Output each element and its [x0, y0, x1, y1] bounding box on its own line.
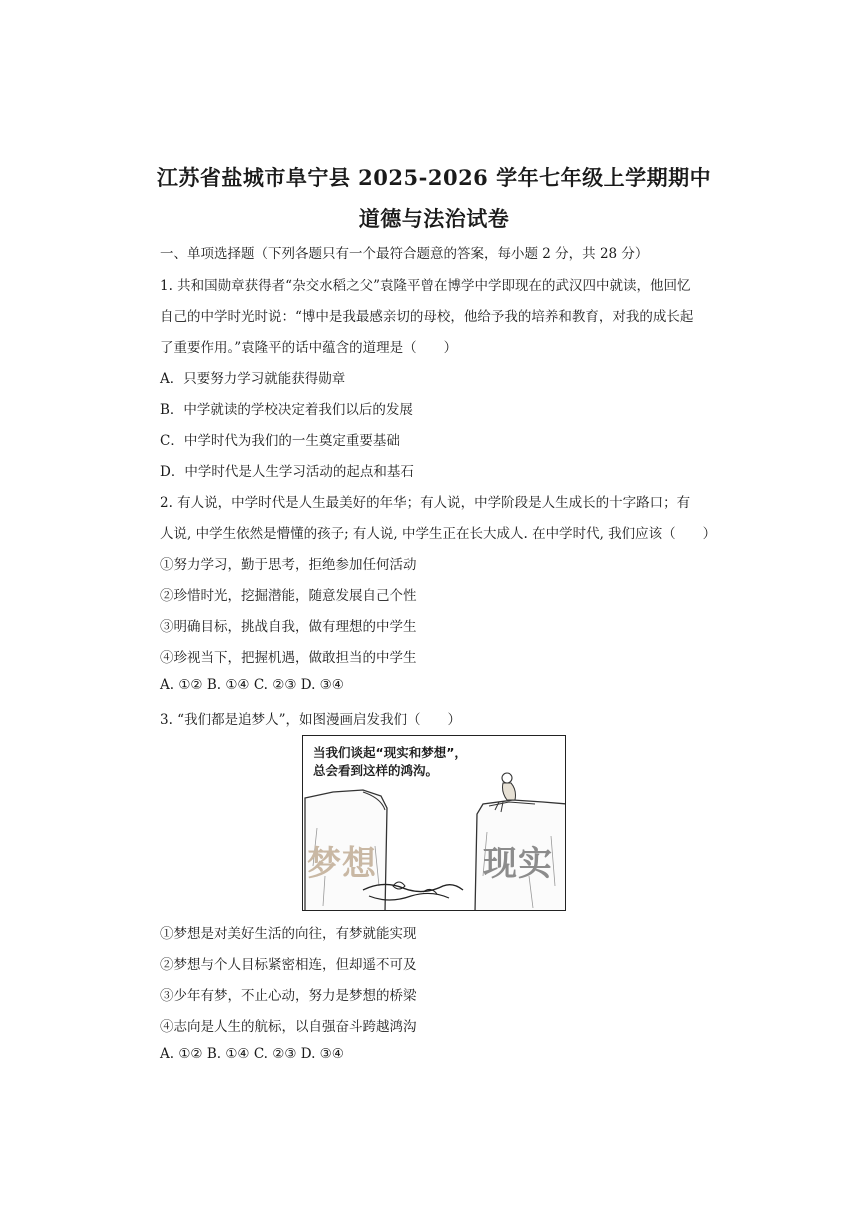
exam-title-line1: 江苏省盐城市阜宁县 2025-2026 学年七年级上学期期中: [156, 165, 712, 190]
comic-label-dream: 梦想: [307, 844, 377, 884]
q1-stem-line1: 1. 共和国勋章获得者“杂交水稻之父”袁隆平曾在博学中学即现在的武汉四中就读，他回忆: [160, 278, 691, 294]
q3-statement-3: ③少年有梦，不止心动，努力是梦想的桥梁: [160, 988, 417, 1004]
q3-stem: 3. “我们都是追梦人”，如图漫画启发我们（ ）: [160, 712, 461, 728]
comic-caption: [313, 744, 467, 780]
q2-statement-2: ②珍惜时光，挖掘潜能，随意发展自己个性: [160, 588, 417, 604]
q2-answer-choices: A. ①② B. ①④ C. ②③ D. ③④: [160, 677, 344, 693]
q1-stem-line3: 了重要作用。”袁隆平的话中蕴含的道理是（ ）: [160, 340, 458, 356]
q2-statement-4: ④珍视当下，把握机遇，做敢担当的中学生: [160, 650, 417, 666]
q1-stem-line2: 自己的中学时光时说：“博中是我最感亲切的母校，他给予我的培养和教育，对我的成长起: [160, 309, 694, 325]
q1-option-b: B．中学就读的学校决定着我们以后的发展: [160, 402, 413, 418]
q1-option-d: D．中学时代是人生学习活动的起点和基石: [160, 464, 414, 480]
q1-option-c: C．中学时代为我们的一生奠定重要基础: [160, 433, 400, 449]
q2-statement-3: ③明确目标，挑战自我，做有理想的中学生: [160, 619, 417, 635]
q2-statement-1: ①努力学习，勤于思考，拒绝参加任何活动: [160, 557, 417, 573]
comic-caption-line2: 总会看到这样的鸿沟。: [313, 763, 439, 778]
comic-label-reality: 现实: [483, 844, 553, 884]
q3-statement-1: ①梦想是对美好生活的向往，有梦就能实现: [160, 926, 417, 942]
section-heading: 一、单项选择题（下列各题只有一个最符合题意的答案，每小题 2 分，共 28 分）: [160, 246, 649, 262]
q3-statement-4: ④志向是人生的航标，以自强奋斗跨越鸿沟: [160, 1019, 417, 1035]
q2-stem-line1: 2. 有人说，中学时代是人生最美好的年华；有人说，中学阶段是人生成长的十字路口；有: [160, 495, 691, 511]
q3-statement-2: ②梦想与个人目标紧密相连，但却遥不可及: [160, 957, 417, 973]
comic-caption-line1: 当我们谈起“现实和梦想”，: [313, 745, 467, 760]
exam-title-line2: 道德与法治试卷: [358, 206, 510, 231]
dream-reality-comic: [302, 735, 566, 911]
q2-stem-line2: 人说, 中学生依然是懵懂的孩子; 有人说, 中学生正在长大成人. 在中学时代, 我们应该（ ）: [160, 526, 717, 542]
q1-option-a: A．只要努力学习就能获得勋章: [160, 371, 346, 387]
q3-answer-choices: A. ①② B. ①④ C. ②③ D. ③④: [160, 1046, 344, 1062]
